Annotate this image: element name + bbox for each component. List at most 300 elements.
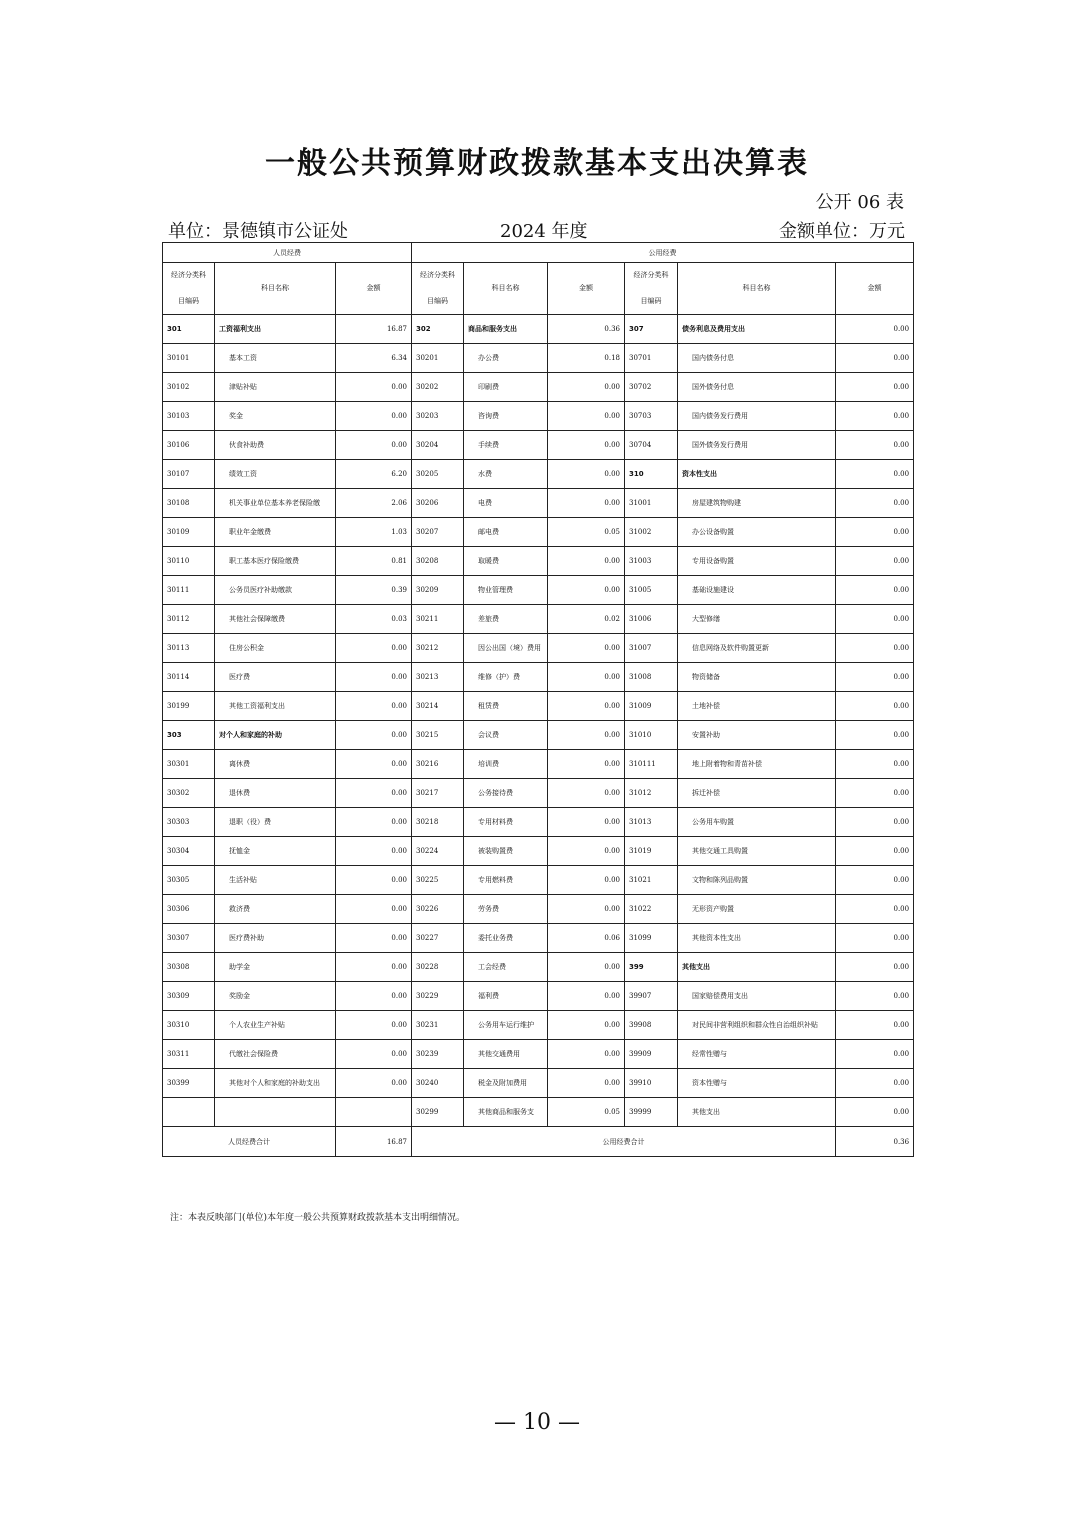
row-amount: 0.00 [836,431,914,460]
group-public: 公用经费 [412,243,914,263]
total-row [163,1127,914,1157]
row-amount: 0.00 [336,808,412,837]
row-code: 31010 [625,721,678,750]
row-amount [336,1098,412,1127]
row-name: 邮电费 [464,518,548,547]
row-amount: 0.00 [548,634,625,663]
row-amount: 0.00 [836,779,914,808]
row-code: 30205 [412,460,464,489]
row-amount: 0.00 [548,982,625,1011]
table-row [163,663,914,692]
row-name: 工会经费 [464,953,548,982]
row-code: 30227 [412,924,464,953]
row-code: 30701 [625,344,678,373]
row-code: 30211 [412,605,464,634]
row-code: 303 [163,721,215,750]
row-name: 信息网络及软件购置更新 [678,634,836,663]
row-code: 30303 [163,808,215,837]
expenditure-table [162,242,914,1157]
row-name: 手续费 [464,431,548,460]
row-code: 30224 [412,837,464,866]
row-name: 其他工资福利支出 [215,692,336,721]
row-code: 31001 [625,489,678,518]
row-amount: 0.00 [336,982,412,1011]
row-amount: 0.00 [548,750,625,779]
row-name: 水费 [464,460,548,489]
row-amount: 0.00 [836,489,914,518]
row-name: 离休费 [215,750,336,779]
row-amount: 0.00 [548,402,625,431]
group-header-row [163,243,914,263]
row-amount: 6.20 [336,460,412,489]
table-row [163,808,914,837]
row-name: 公务接待费 [464,779,548,808]
row-amount: 0.00 [548,808,625,837]
row-amount: 0.00 [836,866,914,895]
row-code: 30301 [163,750,215,779]
row-name: 拆迁补偿 [678,779,836,808]
row-amount: 0.00 [548,866,625,895]
table-row [163,634,914,663]
row-code: 30229 [412,982,464,1011]
row-amount: 0.06 [548,924,625,953]
row-amount: 0.00 [336,402,412,431]
row-name: 基本工资 [215,344,336,373]
row-code: 31019 [625,837,678,866]
row-name: 其他资本性支出 [678,924,836,953]
table-row [163,373,914,402]
row-name: 国内债务发行费用 [678,402,836,431]
page-number: — 10 — [494,1410,580,1435]
row-amount: 0.00 [548,692,625,721]
row-code: 30106 [163,431,215,460]
row-code: 30208 [412,547,464,576]
row-amount: 0.00 [548,576,625,605]
column-header-row [163,263,914,315]
table-row [163,431,914,460]
row-code: 30231 [412,1011,464,1040]
row-code: 30308 [163,953,215,982]
row-name: 维修（护）费 [464,663,548,692]
table-row [163,576,914,605]
row-code: 301 [163,315,215,344]
row-name: 土地补偿 [678,692,836,721]
row-amount: 16.87 [336,315,412,344]
row-code: 30113 [163,634,215,663]
row-name: 退职（役）费 [215,808,336,837]
row-code: 31009 [625,692,678,721]
row-name: 代缴社会保险费 [215,1040,336,1069]
row-code: 30102 [163,373,215,402]
row-amount: 0.00 [836,982,914,1011]
row-amount: 0.05 [548,518,625,547]
row-amount: 0.00 [336,750,412,779]
row-amount: 0.00 [336,953,412,982]
row-amount: 0.00 [836,315,914,344]
row-code: 30302 [163,779,215,808]
row-name: 其他支出 [678,1098,836,1127]
row-amount: 0.00 [336,373,412,402]
row-name: 生活补贴 [215,866,336,895]
row-code: 31005 [625,576,678,605]
row-name: 被装购置费 [464,837,548,866]
row-amount: 0.00 [336,431,412,460]
row-name: 专用燃料费 [464,866,548,895]
row-amount: 0.00 [836,344,914,373]
row-name [215,1098,336,1127]
row-name: 绩效工资 [215,460,336,489]
row-code: 39910 [625,1069,678,1098]
row-name: 物资储备 [678,663,836,692]
col-amount-header: 金额 [336,263,412,315]
row-amount: 0.00 [836,605,914,634]
row-name: 其他交通工具购置 [678,837,836,866]
row-name: 福利费 [464,982,548,1011]
row-code: 30101 [163,344,215,373]
table-row [163,750,914,779]
row-amount: 0.00 [836,895,914,924]
row-name: 经常性赠与 [678,1040,836,1069]
row-code: 31021 [625,866,678,895]
row-amount: 2.06 [336,489,412,518]
row-code: 30213 [412,663,464,692]
row-amount: 0.00 [836,1069,914,1098]
row-code: 30110 [163,547,215,576]
row-code: 399 [625,953,678,982]
row-code: 30206 [412,489,464,518]
row-code: 30304 [163,837,215,866]
col-name-header: 科目名称 [678,263,836,315]
row-amount: 0.00 [836,1011,914,1040]
row-name: 其他商品和服务支 [464,1098,548,1127]
row-name: 其他交通费用 [464,1040,548,1069]
row-amount: 0.00 [548,895,625,924]
row-code: 30309 [163,982,215,1011]
row-code: 30202 [412,373,464,402]
row-amount: 0.00 [336,1011,412,1040]
row-amount: 0.18 [548,344,625,373]
row-name: 公务用车运行维护 [464,1011,548,1040]
row-code: 30239 [412,1040,464,1069]
table-row [163,982,914,1011]
row-amount: 0.00 [336,1069,412,1098]
row-amount: 0.00 [836,663,914,692]
row-name: 商品和服务支出 [464,315,548,344]
row-amount: 0.00 [336,1040,412,1069]
row-amount: 0.00 [836,808,914,837]
row-amount: 0.00 [836,837,914,866]
table-row [163,460,914,489]
row-name: 伙食补助费 [215,431,336,460]
money-unit-label: 金额单位：万元 [779,221,905,242]
row-code: 31008 [625,663,678,692]
row-code: 31022 [625,895,678,924]
row-name: 职工基本医疗保险缴费 [215,547,336,576]
row-amount: 0.00 [548,663,625,692]
row-code: 31099 [625,924,678,953]
row-amount: 0.00 [836,373,914,402]
row-name: 国外债务发行费用 [678,431,836,460]
row-amount: 0.00 [836,721,914,750]
row-amount: 0.00 [548,547,625,576]
row-name: 资本性支出 [678,460,836,489]
table-row [163,402,914,431]
row-amount: 0.00 [336,692,412,721]
row-code: 31003 [625,547,678,576]
row-code: 30114 [163,663,215,692]
col-name-header: 科目名称 [464,263,548,315]
unit-label: 单位：景德镇市公证处 [168,221,348,242]
table-row [163,1098,914,1127]
row-name: 基础设施建设 [678,576,836,605]
row-name: 印刷费 [464,373,548,402]
row-code: 30112 [163,605,215,634]
row-amount: 0.00 [548,460,625,489]
row-name: 对个人和家庭的补助 [215,721,336,750]
row-code: 31013 [625,808,678,837]
table-row [163,605,914,634]
row-name: 咨询费 [464,402,548,431]
row-name: 差旅费 [464,605,548,634]
row-amount: 0.00 [548,779,625,808]
year-label: 2024 年度 [500,221,588,242]
table-row [163,1040,914,1069]
row-name: 专用设备购置 [678,547,836,576]
col-code-header: 经济分类科 目编码 [412,263,464,315]
row-amount: 1.03 [336,518,412,547]
table-row [163,315,914,344]
table-row [163,518,914,547]
row-code [163,1098,215,1127]
row-name: 助学金 [215,953,336,982]
row-amount: 0.00 [836,518,914,547]
row-code: 31006 [625,605,678,634]
row-code: 30299 [412,1098,464,1127]
row-amount: 0.00 [548,953,625,982]
row-name: 因公出国（境）费用 [464,634,548,663]
row-name: 国家赔偿费用支出 [678,982,836,1011]
row-code: 310111 [625,750,678,779]
row-name: 工资福利支出 [215,315,336,344]
row-code: 30215 [412,721,464,750]
col-amount-header: 金额 [836,263,914,315]
row-name: 无形资产购置 [678,895,836,924]
row-code: 31012 [625,779,678,808]
row-amount: 0.00 [836,692,914,721]
row-code: 30218 [412,808,464,837]
row-code: 39999 [625,1098,678,1127]
row-code: 30240 [412,1069,464,1098]
row-code: 31007 [625,634,678,663]
row-code: 30103 [163,402,215,431]
row-name: 债务利息及费用支出 [678,315,836,344]
row-code: 39908 [625,1011,678,1040]
row-name: 大型修缮 [678,605,836,634]
row-amount: 0.00 [836,402,914,431]
row-amount: 0.00 [548,837,625,866]
row-name: 房屋建筑物购建 [678,489,836,518]
row-code: 30214 [412,692,464,721]
row-amount: 0.00 [336,924,412,953]
row-amount: 0.00 [548,431,625,460]
col-name-header: 科目名称 [215,263,336,315]
table-row [163,837,914,866]
row-amount: 0.00 [836,750,914,779]
row-name: 救济费 [215,895,336,924]
row-amount: 0.00 [336,634,412,663]
row-amount: 0.00 [836,924,914,953]
row-name: 国内债务付息 [678,344,836,373]
row-name: 安置补助 [678,721,836,750]
row-name: 租赁费 [464,692,548,721]
row-amount: 0.03 [336,605,412,634]
row-amount: 0.00 [336,663,412,692]
row-name: 津贴补贴 [215,373,336,402]
form-number: 公开 06 表 [815,192,904,213]
table-row [163,953,914,982]
row-code: 302 [412,315,464,344]
row-code: 30704 [625,431,678,460]
row-name: 住房公积金 [215,634,336,663]
row-amount: 0.00 [548,721,625,750]
row-amount: 0.00 [836,1098,914,1127]
row-amount: 0.00 [836,1040,914,1069]
row-code: 31002 [625,518,678,547]
row-amount: 0.00 [836,547,914,576]
row-code: 30111 [163,576,215,605]
row-code: 30108 [163,489,215,518]
row-name: 奖金 [215,402,336,431]
table-row [163,344,914,373]
row-code: 30204 [412,431,464,460]
row-code: 310 [625,460,678,489]
row-amount: 0.00 [836,953,914,982]
table-row [163,721,914,750]
row-amount: 6.34 [336,344,412,373]
row-name: 公务用车购置 [678,808,836,837]
row-name: 地上附着物和青苗补偿 [678,750,836,779]
row-name: 资本性赠与 [678,1069,836,1098]
row-name: 劳务费 [464,895,548,924]
row-name: 会议费 [464,721,548,750]
row-code: 30212 [412,634,464,663]
row-code: 30209 [412,576,464,605]
row-amount: 0.00 [336,837,412,866]
row-amount: 0.00 [336,866,412,895]
row-code: 307 [625,315,678,344]
row-name: 退休费 [215,779,336,808]
row-code: 30203 [412,402,464,431]
unit-row [168,217,905,241]
row-code: 30310 [163,1011,215,1040]
row-code: 30703 [625,402,678,431]
row-code: 30228 [412,953,464,982]
row-name: 医疗费 [215,663,336,692]
row-code: 30201 [412,344,464,373]
row-name: 税金及附加费用 [464,1069,548,1098]
row-name: 专用材料费 [464,808,548,837]
total-public-label: 公用经费合计 [412,1127,836,1157]
row-code: 30306 [163,895,215,924]
col-amount-header: 金额 [548,263,625,315]
row-amount: 0.00 [836,576,914,605]
row-name: 奖励金 [215,982,336,1011]
row-name: 个人农业生产补贴 [215,1011,336,1040]
row-amount: 0.00 [336,721,412,750]
row-amount: 0.81 [336,547,412,576]
row-code: 30307 [163,924,215,953]
row-name: 物业管理费 [464,576,548,605]
row-amount: 0.05 [548,1098,625,1127]
table-row [163,489,914,518]
table-row [163,895,914,924]
total-public-value: 0.36 [836,1127,914,1157]
row-code: 39907 [625,982,678,1011]
row-amount: 0.39 [336,576,412,605]
row-name: 抚恤金 [215,837,336,866]
row-name: 国外债务付息 [678,373,836,402]
row-name: 职业年金缴费 [215,518,336,547]
group-personnel: 人员经费 [163,243,412,263]
total-personnel-value: 16.87 [336,1127,412,1157]
row-name: 办公费 [464,344,548,373]
row-name: 其他对个人和家庭的补助支出 [215,1069,336,1098]
table-row [163,1069,914,1098]
row-amount: 0.00 [548,373,625,402]
row-amount: 0.00 [548,1040,625,1069]
table-row [163,1011,914,1040]
row-name: 文物和陈列品购置 [678,866,836,895]
row-amount: 0.00 [836,460,914,489]
row-code: 30207 [412,518,464,547]
row-name: 医疗费补助 [215,924,336,953]
page-title: 一般公共预算财政拨款基本支出决算表 [265,146,809,181]
row-code: 30109 [163,518,215,547]
row-code: 30226 [412,895,464,924]
row-name: 其他支出 [678,953,836,982]
row-name: 取暖费 [464,547,548,576]
table-row [163,692,914,721]
row-name: 对民间非营利组织和群众性自治组织补贴 [678,1011,836,1040]
row-amount: 0.00 [836,634,914,663]
row-name: 机关事业单位基本养老保险缴 [215,489,336,518]
row-name: 培训费 [464,750,548,779]
row-code: 30199 [163,692,215,721]
table-row [163,779,914,808]
table-row [163,547,914,576]
row-code: 30107 [163,460,215,489]
row-amount: 0.36 [548,315,625,344]
row-amount: 0.00 [548,1069,625,1098]
total-personnel-label: 人员经费合计 [163,1127,336,1157]
row-name: 委托业务费 [464,924,548,953]
row-amount: 0.00 [336,895,412,924]
row-code: 30399 [163,1069,215,1098]
row-code: 30216 [412,750,464,779]
row-name: 电费 [464,489,548,518]
row-code: 30217 [412,779,464,808]
row-code: 30311 [163,1040,215,1069]
row-amount: 0.00 [336,779,412,808]
table-row [163,866,914,895]
row-name: 办公设备购置 [678,518,836,547]
row-code: 39909 [625,1040,678,1069]
footnote: 注：本表反映部门(单位)本年度一般公共预算财政拨款基本支出明细情况。 [170,1213,466,1223]
row-code: 30702 [625,373,678,402]
col-code-header: 经济分类科 目编码 [625,263,678,315]
row-name: 公务员医疗补助缴款 [215,576,336,605]
row-code: 30225 [412,866,464,895]
